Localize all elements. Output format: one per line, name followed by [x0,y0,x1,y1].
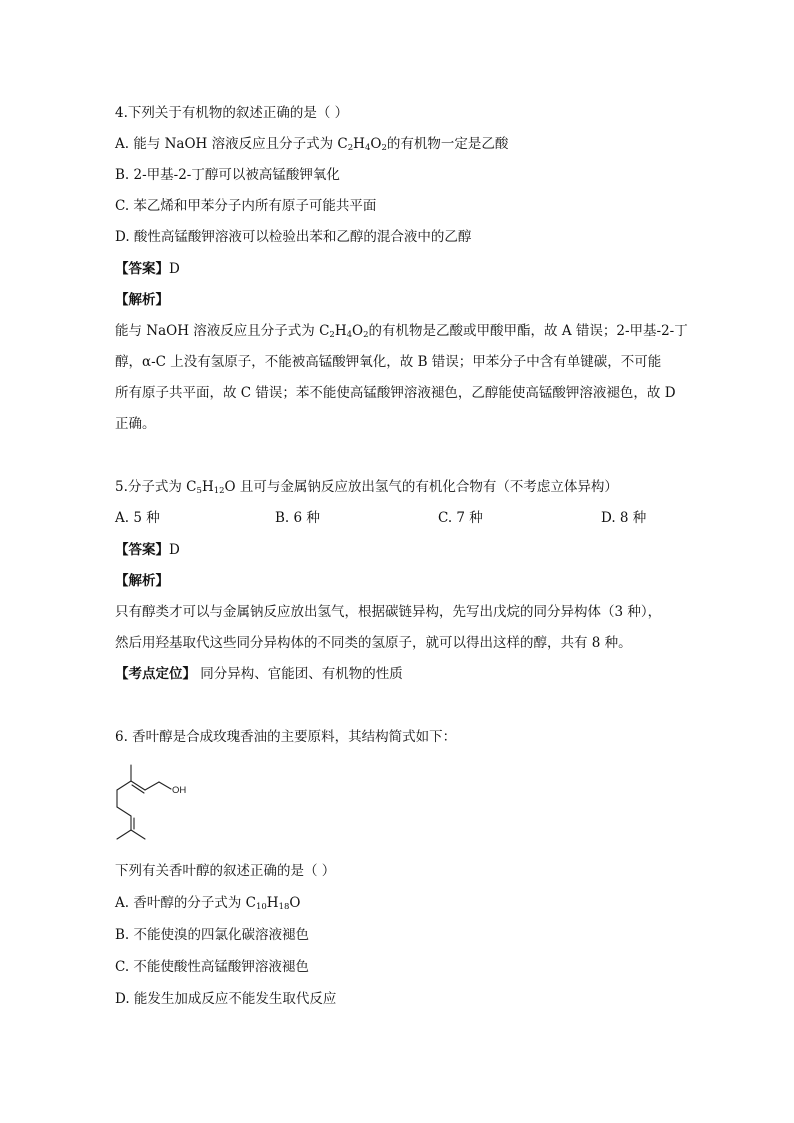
q5-option-b: B. 6 种 [275,510,320,526]
answer-value: D [169,542,180,558]
q6-stem: 6. 香叶醇是合成玫瑰香油的主要原料，其结构简式如下： [115,729,457,745]
q6-option-b: B. 不能使溴的四氯化碳溶液褪色 [115,927,310,943]
answer-tag: 【答案】 [115,542,169,558]
q5-option-d: D. 8 种 [601,510,647,526]
answer-value: D [169,261,180,277]
q4-option-a: A. 能与 NaOH 溶液反应且分子式为 $C_2H_4O_2$的有机物一定是乙酸 [115,136,509,153]
knowledge-point-tag: 【考点定位】 [115,666,196,682]
q5-answer [115,541,180,559]
q4-analysis-line: 醇，α-C 上没有氢原子，不能被高锰酸钾氧化，故 B 错误；甲苯分子中含有单键碳，不可能 [115,354,662,370]
q6-question: 下列有关香叶醇的叙述正确的是（ ） [115,863,336,879]
q5-option-a: A. 5 种 [115,510,160,526]
q4-analysis-line: 所有原子共平面，故 C 错误；苯不能使高锰酸钾溶液褪色，乙醇能使高锰酸钾溶液褪色，故 D [115,385,676,401]
q5-analysis-tag: 【解析】 [115,573,169,589]
q4-analysis-line: 能与 NaOH 溶液反应且分子式为 $C_2H_4O_2$的有机物是乙酸或甲酸甲酯，故 A 错误；2-甲基-2-丁 [115,323,688,340]
answer-tag: 【答案】 [115,261,169,277]
geraniol-structure [103,762,193,844]
q5-knowledge-point [115,665,403,683]
hydroxyl-label: OH [172,785,187,796]
q6-option-c: C. 不能使酸性高锰酸钾溶液褪色 [115,959,309,975]
knowledge-point-text: 同分异构、官能团、有机物的性质 [196,666,403,682]
q6-option-d: D. 能发生加成反应不能发生取代反应 [115,991,337,1007]
q5-stem: 5.分子式为 $C_5H_{12}O$ 且可与金属钠反应放出氢气的有机化合物有（不考虑立体异构） [115,479,618,496]
q4-stem: 4.下列关于有机物的叙述正确的是（ ） [115,105,349,121]
q5-analysis-line: 只有醇类才可以与金属钠反应放出氢气，根据碳链异构，先写出戊烷的同分异构体（3 种）， [115,604,662,620]
q4-answer [115,260,180,278]
q4-option-d: D. 酸性高锰酸钾溶液可以检验出苯和乙醇的混合液中的乙醇 [115,229,472,245]
q4-analysis-tag: 【解析】 [115,292,169,308]
q5-option-c: C. 7 种 [438,510,483,526]
q5-analysis-line: 然后用羟基取代这些同分异构体的不同类的氢原子，就可以得出这样的醇，共有 8 种。 [115,635,632,651]
q6-option-a: A. 香叶醇的分子式为 $C_{10}H_{18}O$ [115,895,301,912]
q4-analysis-line: 正确。 [115,416,156,432]
q4-option-c: C. 苯乙烯和甲苯分子内所有原子可能共平面 [115,198,377,214]
q4-option-b: B. 2-甲基-2-丁醇可以被高锰酸钾氧化 [115,167,340,183]
